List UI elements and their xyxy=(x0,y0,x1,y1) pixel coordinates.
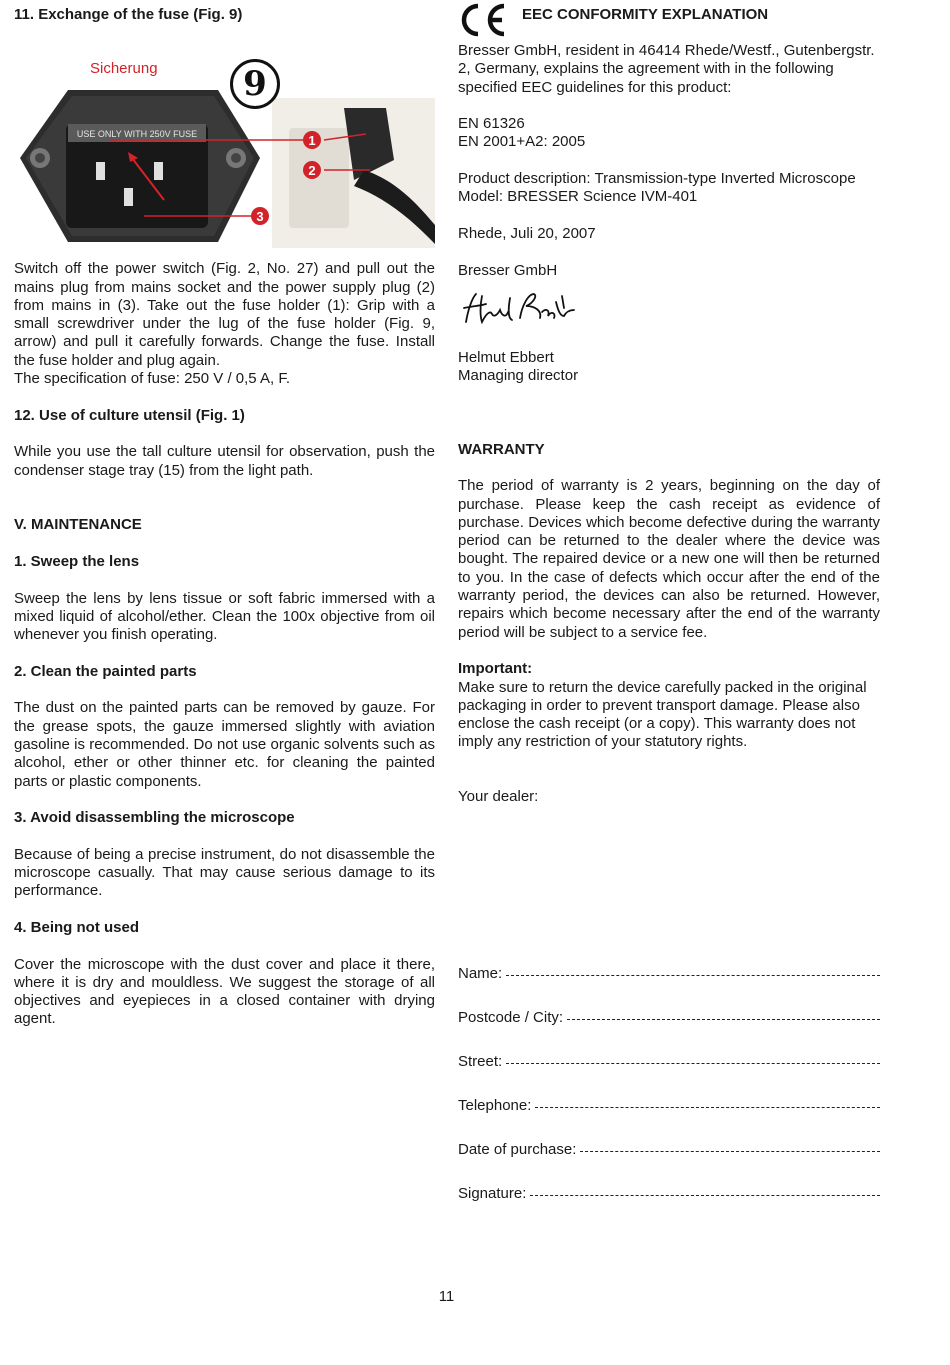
form-telephone-blank[interactable] xyxy=(535,1107,880,1108)
callout-1 xyxy=(303,131,321,149)
form-signature-blank[interactable] xyxy=(530,1195,880,1196)
important-text: Make sure to return the device carefully packed in the original packaging in order to prevent transport damage. Please also enclose the cash receipt (or a copy). This warranty does not imply any restriction of your statutory rights. xyxy=(458,678,867,751)
product-description: Product description: Transmission-type Inverted Microscope xyxy=(458,170,856,188)
fuse-holder-print: USE ONLY WITH 250V FUSE xyxy=(76,129,198,140)
eec-address: Bresser GmbH, resident in 46414 Rhede/Westf., Gutenbergstr. 2, Germany, explains the agreement with in the following specified EEC guidelines for this product: xyxy=(458,42,875,96)
form-name-blank[interactable] xyxy=(506,975,880,976)
notused-heading: 4. Being not used xyxy=(14,918,140,936)
form-date-label: Date of purchase: xyxy=(458,1140,577,1158)
standard-2: EN 2001+A2: 2005 xyxy=(458,133,586,151)
company-name: Bresser GmbH xyxy=(458,261,558,279)
form-date-blank[interactable] xyxy=(580,1151,880,1152)
dealer-label: Your dealer: xyxy=(458,788,539,806)
place-date: Rhede, Juli 20, 2007 xyxy=(458,224,596,242)
handwritten-signature xyxy=(458,288,578,330)
painted-text: The dust on the painted parts can be removed by gauze. For the grease spots, the gauze immersed slightly with aviation gasoline is recommended. Do not use organic solvents such as alcohol, ether or other thinner etc. for cleaning the painted parts or plastic components. xyxy=(14,699,435,790)
form-signature-line[interactable] xyxy=(458,1185,880,1203)
form-signature-label: Signature: xyxy=(458,1185,527,1203)
form-street-line[interactable] xyxy=(458,1053,880,1071)
fuse-instructions: Switch off the power switch (Fig. 2, No. 27) and pull out the mains plug from mains socket and the power supply plug (2) from mains in (3). Take out the fuse holder (1): Grip with a small screwdriver under the lug of the fuse holder (Fig. 9, arrow) and pull it carefully forwards. Change the fuse. Install the fuse holder and plug again. xyxy=(14,260,435,369)
form-postcode-label: Postcode / City: xyxy=(458,1008,564,1026)
fuse-specification: The specification of fuse: 250 V / 0,5 A, F. xyxy=(14,370,290,388)
model: Model: BRESSER Science IVM-401 xyxy=(458,188,698,206)
painted-heading: 2. Clean the painted parts xyxy=(14,662,197,680)
form-postcode-blank[interactable] xyxy=(567,1019,880,1020)
page-number: 11 xyxy=(438,1288,455,1305)
form-telephone-label: Telephone: xyxy=(458,1096,532,1114)
lens-text: Sweep the lens by lens tissue or soft fabric immersed with a mixed liquid of alcohol/ether. Clean the 100x objective from oil whenever you finish operating. xyxy=(14,589,435,644)
figure-number: 9 xyxy=(230,59,280,109)
eec-header xyxy=(458,6,880,36)
fuse-figure xyxy=(14,30,435,254)
ce-mark-icon xyxy=(458,3,510,37)
form-street-blank[interactable] xyxy=(506,1063,880,1064)
callout-3 xyxy=(251,207,269,225)
right-column xyxy=(458,6,880,1229)
callout-2 xyxy=(303,161,321,179)
notused-text: Cover the microscope with the dust cover and place it there, where it is dry and mouldless. We suggest the storage of all objectives and eyepieces in a closed container with drying agent. xyxy=(14,955,435,1028)
disassemble-text: Because of being a precise instrument, do not disassemble the microscope casually. That may cause serious damage to its performance. xyxy=(14,845,435,900)
fuse-label: Sicherung xyxy=(90,60,158,78)
callout-3-text: 3 xyxy=(256,209,264,225)
signer-title: Managing director xyxy=(458,367,579,385)
callout-1-text: 1 xyxy=(308,133,316,149)
warranty-heading: WARRANTY xyxy=(458,440,545,458)
maintenance-heading: V. MAINTENANCE xyxy=(14,516,142,534)
fuse-holder-illustration xyxy=(14,30,435,254)
form-street-label: Street: xyxy=(458,1052,503,1070)
left-column xyxy=(14,6,435,1029)
lens-heading: 1. Sweep the lens xyxy=(14,553,140,571)
callout-2-text: 2 xyxy=(308,163,316,179)
form-date-line[interactable] xyxy=(458,1141,880,1159)
form-telephone-line[interactable] xyxy=(458,1097,880,1115)
important-heading: Important: xyxy=(458,660,533,678)
warranty-text: The period of warranty is 2 years, beginning on the day of purchase. Please keep the cash receipt as evidence of purchase. Devices which become defective during the warranty period can be returned to the dealer where the device was bought. The repaired device or a new one will then be returned to you. In the case of defects which occur after the end of the warranty period, the devices can also be returned. However, repairs which become necessary after the end of the warranty period will be subject to a service fee. xyxy=(458,477,880,641)
eec-heading: EEC CONFORMITY EXPLANATION xyxy=(522,6,769,23)
standard-1: EN 61326 xyxy=(458,115,525,133)
culture-heading: 12. Use of culture utensil (Fig. 1) xyxy=(14,406,245,424)
signer-name: Helmut Ebbert xyxy=(458,349,554,367)
form-name-label: Name: xyxy=(458,964,503,982)
form-name-line[interactable] xyxy=(458,965,880,983)
disassemble-heading: 3. Avoid disassembling the microscope xyxy=(14,809,295,827)
culture-text: While you use the tall culture utensil for observation, push the condenser stage tray (15) from the light path. xyxy=(14,443,435,479)
form-postcode-line[interactable] xyxy=(458,1009,880,1027)
fuse-heading: 11. Exchange of the fuse (Fig. 9) xyxy=(14,6,243,23)
